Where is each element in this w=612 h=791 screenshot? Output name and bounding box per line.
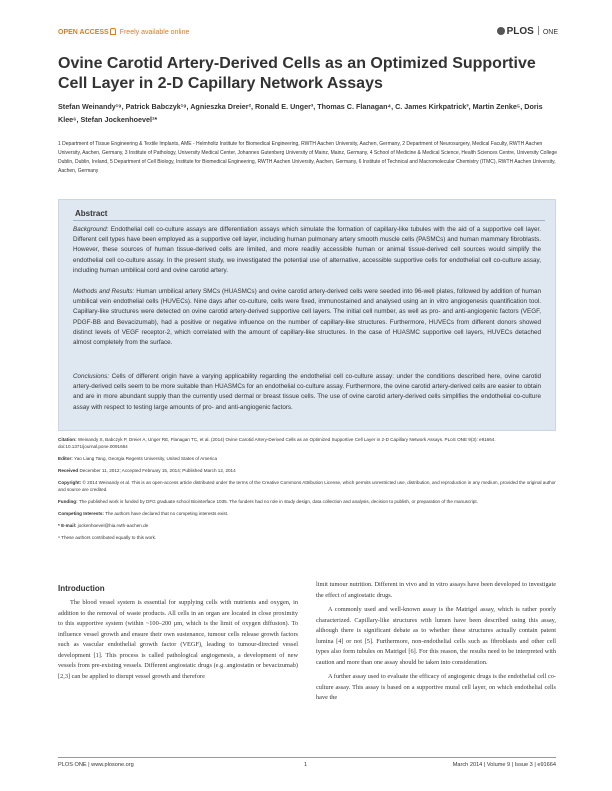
journal-header	[58, 26, 558, 40]
page-number: 1	[304, 762, 308, 768]
abstract-background	[73, 225, 541, 276]
freely-available-label: Freely available online	[119, 29, 190, 36]
introduction-heading: Introduction	[58, 584, 105, 593]
background-text: Endothelial cell co-culture assays are differentiation assays which simulate the formation of capillary-like tubules with the aid of a supportive cell layer. Different cell types have been employed as a supportive cell layer, including human pulmonary artery smooth muscle cells (PASMCs) and human mammary fibroblasts. However, these sources of human tissue-derived cells are limited, and more readily accessible human or animal tissue-derived cell sources would simplify the endothelial cell co-culture assay. In the present study, we investigated the potential use of alternative, accessible supportive cells for endothelial cell co-culture assay, including human umbilical cord and ovine carotid artery.	[73, 226, 542, 274]
plos-logo-icon	[497, 27, 505, 35]
funding-label: Funding:	[58, 499, 78, 504]
footer-divider	[58, 757, 556, 758]
abstract-methods	[73, 287, 541, 348]
copyright-text: © 2014 Weinandy et al. This is an open-access article distributed under the terms of the Creative Commons Attribution License, which permits unrestricted use, distribution, and reproduction in any medium, provided the original author and source are credited.	[58, 480, 556, 492]
open-access-label: OPEN ACCESS	[58, 29, 109, 36]
abstract-box	[58, 199, 556, 431]
equal-contribution-note: ⁹ These authors contributed equally to this work.	[58, 535, 157, 540]
copyright-label: Copyright:	[58, 480, 82, 485]
logo-divider	[538, 26, 539, 35]
footer-journal-url[interactable]: PLOS ONE | www.plosone.org	[58, 762, 134, 768]
conclusions-label: Conclusions:	[73, 373, 110, 380]
intro-paragraph: The blood vessel system is essential for supplying cells with nutrients and oxygen, in addition to the removal of waste products. All cells in an organ are located in close proximity to this supportive system (within ~100–200 µm, which is the limit of oxygen diffusion). To influence vessel growth and ensure their own sustenance, tumour cells release growth factors such as vascular endothelial growth factor (VEGF), leading to tumour-directed vessel development [1]. This process is called pathological angiogenesis, a development of new vessels from pre-existing vessels. Different angiostatic drugs (e.g. angiostatin or bevacizumab) [2,3] can be applied to disrupt vessel growth and therefore	[58, 599, 298, 680]
editor-text: Yao Liang Tang, Georgia Regents University, United States of America	[74, 456, 218, 461]
abstract-conclusions	[73, 372, 541, 413]
plos-logo-text: PLOS	[506, 26, 534, 37]
one-logo-text: ONE	[542, 29, 558, 36]
body-column-right	[316, 580, 556, 708]
conclusions-text: Cells of different origin have a varying applicability regarding the endothelial cell co-culture assay: under the conditions described here, ovine carotid artery-derived cells seem to be more suitable than HUASMCs for an endothelial co-culture assay. Furthermore, the ovine carotid artery-derived cells are easier to obtain and are in more abundant supply than the currently used dermal or breast tissue cells. The use of ovine carotid artery-derived cells simplifies the endothelial co-culture assay with respect to testing large amounts of pro- and anti-angiogenic factors.	[73, 373, 542, 411]
funding-text: The published work is funded by DFG graduate school Biointerface 1035. The funders had no role in study design, data collection and analysis, decision to publish, or preparation of the manuscript.	[78, 499, 478, 504]
competing-interests	[58, 510, 556, 517]
body-column-left	[58, 598, 298, 686]
open-access-badge[interactable]	[58, 28, 189, 36]
copyright	[58, 479, 556, 493]
methods-text: Human umbilical artery SMCs (HUASMCs) and ovine carotid artery-derived cells were seeded into 96-well plates, followed by addition of human umbilical vein endothelial cells (HUVECs). Nine days after co-culture, cells were fixed, immunostained and analysed using an in vitro angiogenesis quantification tool. Capillary-like structures were detected on ovine carotid artery-derived supportive cell layers. The initial cell number, as well as pro- and anti-angiogenic factors (VEGF, PDGF-BB and Bevacizumab), had a positive or negative influence on the number of capillary-like structures. Furthermore, HUVECs from different donors showed distinct levels of VEGF receptor-2, which correlated with the amount of capillary-like structures. In the case of HUASMC supportive cell layers, HUVECs detached almost completely from the surface.	[73, 288, 541, 347]
editor-label: Editor:	[58, 456, 73, 461]
citation-label: Citation:	[58, 437, 77, 442]
footer-issue-info: March 2014 | Volume 9 | Issue 3 | e91664	[452, 762, 556, 768]
received-label: Received	[58, 468, 79, 473]
competing-text: The authors have declared that no competing interests exist.	[105, 511, 229, 516]
article-metadata	[58, 436, 556, 546]
competing-label: Competing Interests:	[58, 511, 104, 516]
lock-icon	[110, 28, 116, 35]
citation	[58, 436, 556, 450]
email-label: * E-mail:	[58, 523, 77, 528]
plos-one-logo[interactable]	[497, 26, 558, 37]
abstract-heading: Abstract	[75, 209, 108, 218]
author-list: Stefan Weinandy¹⁹, Patrick Babczyk¹⁹, Agnieszka Dreier², Ronald E. Unger³, Thomas C. Flanagan⁴, C. James Kirkpatrick³, Martin Zenke⁵, Doris Klee⁶, Stefan Jockenhoevel¹*	[58, 102, 543, 124]
funding	[58, 498, 556, 505]
background-label: Background:	[73, 226, 109, 233]
intro-paragraph: A further assay used to evaluate the efficacy of angiogenic drugs is the endothelial cell co-culture assay. This assay is based on a supportive mural cell layer, on which endothelial cells have the	[316, 673, 556, 701]
methods-label: Methods and Results:	[73, 288, 135, 295]
dates-text: December 11, 2012; Accepted February 15, 2014; Published March 12, 2014	[79, 468, 236, 473]
citation-text[interactable]: Weinandy S, Babczyk P, Dreier A, Unger RE, Flanagan TC, et al. (2014) Ovine Carotid Artery-Derived Cells as an Optimized Supportive Cell Layer in 2-D Capillary Network Assays. PLoS ONE 9(3): e91664. doi:10.1371/journal.pone.0091664	[58, 437, 496, 449]
editor	[58, 455, 556, 462]
abstract-divider	[73, 220, 545, 221]
affiliations: 1 Department of Tissue Engineering & Textile Implants, AME - Helmholtz Institute for Biomedical Engineering, RWTH Aachen University, Aachen, Germany, 2 Department of Neurosurgery, Medical Faculty, RWTH Aachen University, Aachen, Germany, 3 Institute of Pathology, University Medical Center, Johannes Gutenberg University of Mainz, Mainz, Germany, 4 School of Medicine & Medical Science, Health Sciences Centre, University College Dublin, Dublin, Ireland, 5 Department of Cell Biology, Institute for Biomedical Engineering, RWTH Aachen University, Aachen, Germany, 6 Institute of Technical and Macromolecular Chemistry (ITMC), RWTH Aachen University, Aachen, Germany	[58, 141, 558, 174]
article-title: Ovine Carotid Artery-Derived Cells as an Optimized Supportive Cell Layer in 2-D Capillary Network Assays	[58, 55, 536, 92]
dates	[58, 467, 556, 474]
email-link[interactable]: jockenhoevel@hia.rwth-aachen.de	[77, 523, 149, 528]
intro-paragraph: A commonly used and well-known assay is the Matrigel assay, which is rather poorly characterized. Capillary-like structures with lumen have been described using this assay, although there is significant debate as to whether these structures actually contain patent lumina [4] or not [5]. Furthermore, non-endothelial cells such as fibroblasts and other cell types also form tubules on Matrigel [6]. For this reason, the results need to be interpreted with caution and more than one assay should be taken into consideration.	[316, 606, 556, 666]
intro-paragraph: limit tumour nutrition. Different in vivo and in vitro assays have been developed to investigate the effect of angiostatic drugs.	[316, 581, 556, 599]
email	[58, 522, 556, 529]
